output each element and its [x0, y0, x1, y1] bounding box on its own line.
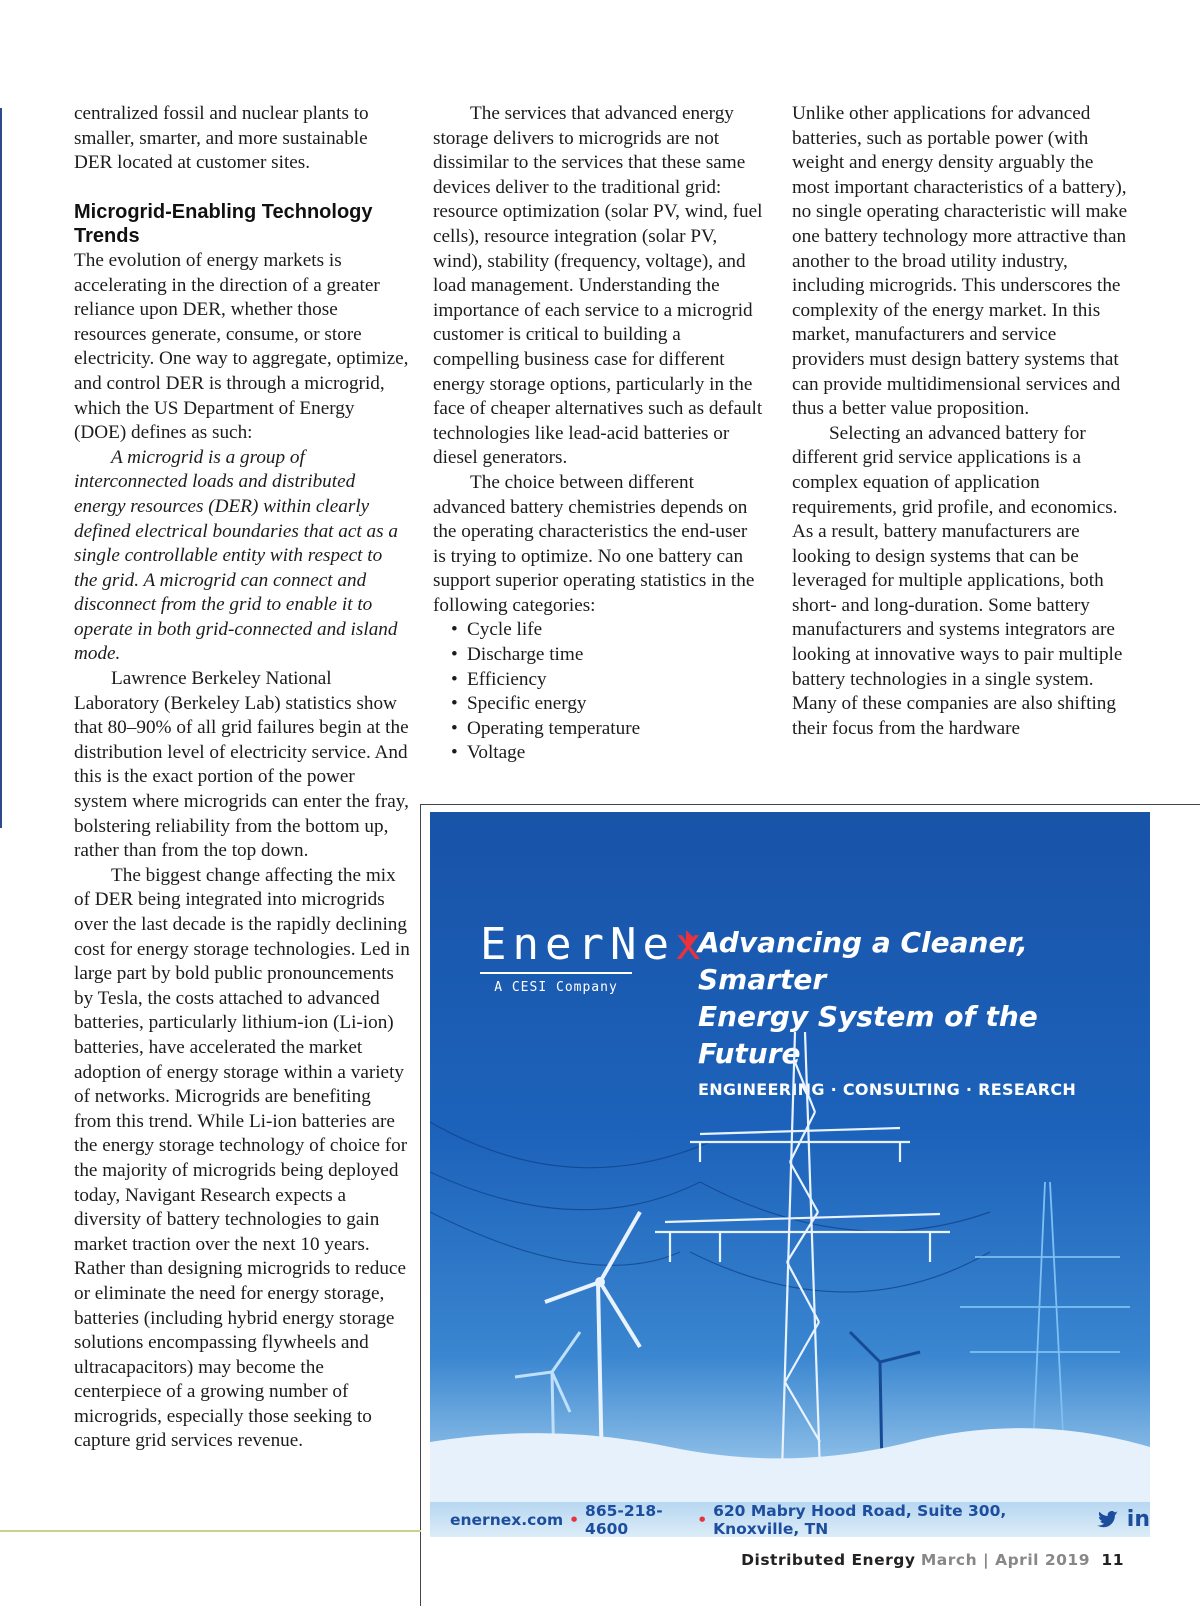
- wind-turbines: [515, 1212, 920, 1472]
- footer-rule: [0, 1530, 421, 1532]
- issue-date: March | April 2019: [920, 1551, 1090, 1569]
- ad-url-link[interactable]: enernex.com: [450, 1510, 564, 1529]
- list-item: • Efficiency: [451, 668, 763, 693]
- main-pylon: [655, 1032, 950, 1472]
- list-item: • Specific energy: [451, 692, 763, 717]
- ad-top-rule: [420, 804, 1200, 805]
- section-heading: Microgrid-Enabling Technology Trends: [74, 200, 373, 248]
- logo-x: x: [674, 919, 708, 970]
- col1-paragraph-2: The evolution of energy markets is accelerating in the direction of a greater reliance upon DER, whether those resources generate, consume, or store electricity. One way to aggregate, optimize, and control DER is through a microgrid, which the US Department of Energy (DOE) defines as such:: [74, 249, 409, 444]
- list-item: • Operating temperature: [451, 717, 763, 742]
- ad-address: 620 Mabry Hood Road, Suite 300, Knoxville, TN: [713, 1501, 1007, 1537]
- page-number: 11: [1101, 1551, 1124, 1569]
- page-footer: [741, 1551, 1124, 1569]
- list-item: • Cycle life: [451, 618, 763, 643]
- power-lines: [430, 1122, 990, 1292]
- doe-definition-quote: [74, 446, 410, 667]
- ad-left-rule: [420, 804, 421, 1606]
- ad-headline-line-1: Advancing a Cleaner, Smarter: [698, 926, 1028, 996]
- battery-categories-list: [433, 618, 763, 766]
- logo-subtitle: A CESI Company: [494, 980, 618, 995]
- enernex-advertisement[interactable]: [430, 812, 1150, 1537]
- snow-ground: [430, 1428, 1150, 1502]
- social-links: [1097, 1507, 1150, 1532]
- ad-phone: 865-218-4600: [585, 1501, 663, 1537]
- page-edge-bar: [0, 108, 2, 828]
- publication-name: Distributed Energy: [741, 1551, 916, 1569]
- twitter-icon[interactable]: [1097, 1511, 1119, 1529]
- col1-paragraph-3: Lawrence Berkeley National Laboratory (Berkeley Lab) statistics show that 80–90% of all grid failures begin at the distribution level of electricity service. And this is the exact portion of the power system where microgrids can enter the fray, bolstering reliability from the bottom up, rather than from the top down.: [74, 668, 409, 862]
- ad-headline-line-2: Energy System of the Future: [698, 1000, 1038, 1070]
- column-2: [433, 102, 763, 766]
- logo-rule: [480, 972, 632, 974]
- col3-paragraph-1: Unlike other applications for advanced batteries, such as portable power (with weight and energy density arguably the most important characteristics of a battery), no single operating characteristic will make one battery technology more attractive than another to the broad utility industry, including microgrids. This underscores the complexity of the energy market. In this market, manufacturers and service providers must design battery systems that can provide multidimensional services and thus a better value proposition.: [792, 103, 1128, 420]
- power-towers-illustration: [430, 1002, 1150, 1502]
- quote-text: A microgrid is a group of interconnected loads and distributed energy resources (DER) within clearly defined electrical boundaries that act as a single controllable entity with respect to the grid. A microgrid can connect and disconnect from the grid to enable it to operate in both grid-connected and island mode.: [74, 446, 398, 665]
- enernex-logo: [480, 919, 708, 995]
- linkedin-icon[interactable]: in: [1126, 1507, 1150, 1532]
- logo-wordmark: EnerNe: [480, 919, 675, 970]
- column-1: [74, 102, 410, 1454]
- list-item: • Discharge time: [451, 643, 763, 668]
- far-pylon: [960, 1182, 1130, 1472]
- col3-paragraph-2: Selecting an advanced battery for different grid service applications is a complex equation of application requirements, grid profile, and economics. As a result, battery manufacturers are looking to design systems that can be leveraged for multiple applications, both short- and long-duration. Some battery manufacturers and systems integrators are looking at innovative ways to pair multiple battery technologies in a single system. Many of these companies are also shifting their focus from the hardware: [792, 422, 1123, 739]
- col1-paragraph-4: The biggest change affecting the mix of DER being integrated into microgrids over the last decade is the rapidly declining cost for energy storage technologies. Led in large part by bold public pronouncements by Tesla, the costs attached to advanced batteries, particularly lithium-ion (Li-ion) batteries, have accelerated the market adoption of energy storage within a variety of networks. Microgrids are benefiting from this trend. While Li-ion batteries are the energy storage technology of choice for the majority of microgrids being deployed today, Navigant Research expects a diversity of battery technologies to gain market traction over the next 10 years. Rather than designing microgrids to reduce or eliminate the need for energy storage, batteries (including hybrid energy storage solutions encompassing flywheels and ultracapacitors) may become the centerpiece of a growing number of microgrids, especially those seeking to capture grid services revenue.: [74, 864, 410, 1452]
- column-3: [792, 102, 1128, 741]
- separator: •: [697, 1510, 708, 1529]
- separator: •: [569, 1510, 580, 1529]
- list-item: • Voltage: [451, 741, 763, 766]
- ad-services: ENGINEERING · CONSULTING · RESEARCH: [698, 1080, 1077, 1099]
- col2-paragraph-2: The choice between different advanced battery chemistries depends on the operating characteristics the end-user is trying to optimize. No one battery can support superior operating statistics in the following categories:: [433, 471, 755, 616]
- play-arrow-icon: [686, 930, 695, 948]
- col2-paragraph-1: The services that advanced energy storage delivers to microgrids are not dissimilar to the services that these same devices deliver to the traditional grid: resource optimization (solar PV, wind, fuel cells), resource integration (solar PV, wind), stability (frequency, voltage), and load management. Understanding the importance of each service to a microgrid customer is critical to building a compelling business case for different energy storage options, particularly in the face of cheaper alternatives such as default technologies like lead-acid batteries or diesel generators.: [433, 103, 763, 469]
- ad-contact-bar: [430, 1502, 1150, 1537]
- col1-paragraph-1: centralized fossil and nuclear plants to smaller, smarter, and more sustainable DER located at customer sites.: [74, 103, 369, 174]
